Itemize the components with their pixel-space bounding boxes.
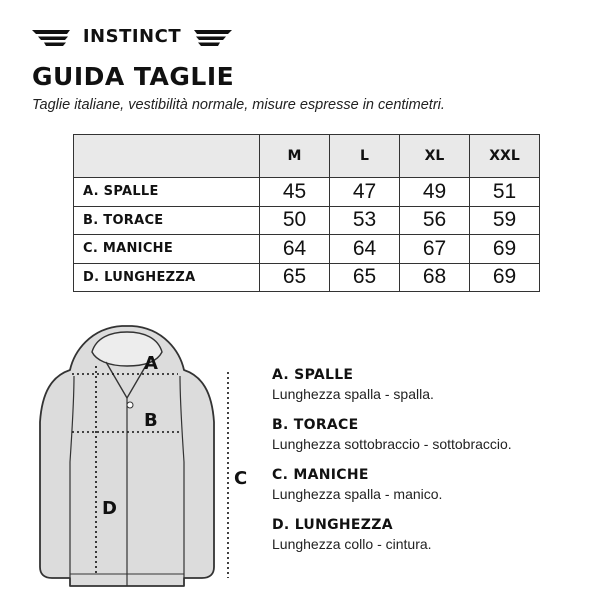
table-cell: 65 — [260, 263, 330, 292]
table-cell: 50 — [260, 206, 330, 235]
legend-title: C. MANICHE — [272, 467, 369, 483]
table-row — [74, 263, 540, 292]
table-cell: 49 — [400, 178, 470, 207]
page-subtitle: Taglie italiane, vestibilità normale, misure espresse in centimetri. — [32, 97, 445, 113]
table-header-cell: XXL — [470, 135, 540, 178]
page-title: GUIDA TAGLIE — [32, 62, 235, 91]
table-header-cell: M — [260, 135, 330, 178]
table-cell: 47 — [330, 178, 400, 207]
legend-title: A. SPALLE — [272, 367, 354, 383]
table-header-row — [74, 135, 540, 178]
legend-desc: Lunghezza collo - cintura. — [272, 536, 432, 552]
wing-right-icon — [192, 28, 232, 48]
legend-item — [272, 366, 512, 403]
size-table — [73, 134, 540, 292]
legend-desc: Lunghezza spalla - manico. — [272, 486, 443, 502]
legend-title: B. TORACE — [272, 417, 359, 433]
marker-c: C — [234, 468, 248, 489]
table-cell: 64 — [330, 235, 400, 264]
table-row — [74, 235, 540, 264]
table-row — [74, 206, 540, 235]
table-header-blank — [74, 135, 260, 178]
marker-d: D — [102, 498, 117, 519]
legend-desc: Lunghezza spalla - spalla. — [272, 386, 434, 402]
table-cell: 64 — [260, 235, 330, 264]
measurement-legend — [272, 366, 512, 566]
table-cell: 67 — [400, 235, 470, 264]
table-cell: 69 — [470, 235, 540, 264]
wing-left-icon — [32, 28, 72, 48]
table-cell: 45 — [260, 178, 330, 207]
table-cell: 56 — [400, 206, 470, 235]
legend-desc: Lunghezza sottobraccio - sottobraccio. — [272, 436, 512, 452]
legend-title: D. LUNGHEZZA — [272, 517, 393, 533]
marker-a: A — [144, 353, 158, 374]
table-cell: 51 — [470, 178, 540, 207]
legend-item — [272, 516, 512, 553]
brand-name: INSTINCT — [82, 26, 182, 47]
row-label: C. MANICHE — [74, 235, 260, 264]
jacket-zipper-pull — [127, 402, 133, 408]
table-cell: 59 — [470, 206, 540, 235]
legend-item — [272, 466, 512, 503]
table-cell: 53 — [330, 206, 400, 235]
row-label: A. SPALLE — [74, 178, 260, 207]
table-cell: 69 — [470, 263, 540, 292]
table-row — [74, 178, 540, 207]
row-label: D. LUNGHEZZA — [74, 263, 260, 292]
brand-logo — [32, 24, 232, 52]
table-header-cell: XL — [400, 135, 470, 178]
jacket-diagram — [30, 312, 262, 590]
legend-item — [272, 416, 512, 453]
marker-b: B — [144, 410, 158, 431]
table-cell: 65 — [330, 263, 400, 292]
table-cell: 68 — [400, 263, 470, 292]
row-label: B. TORACE — [74, 206, 260, 235]
table-header-cell: L — [330, 135, 400, 178]
